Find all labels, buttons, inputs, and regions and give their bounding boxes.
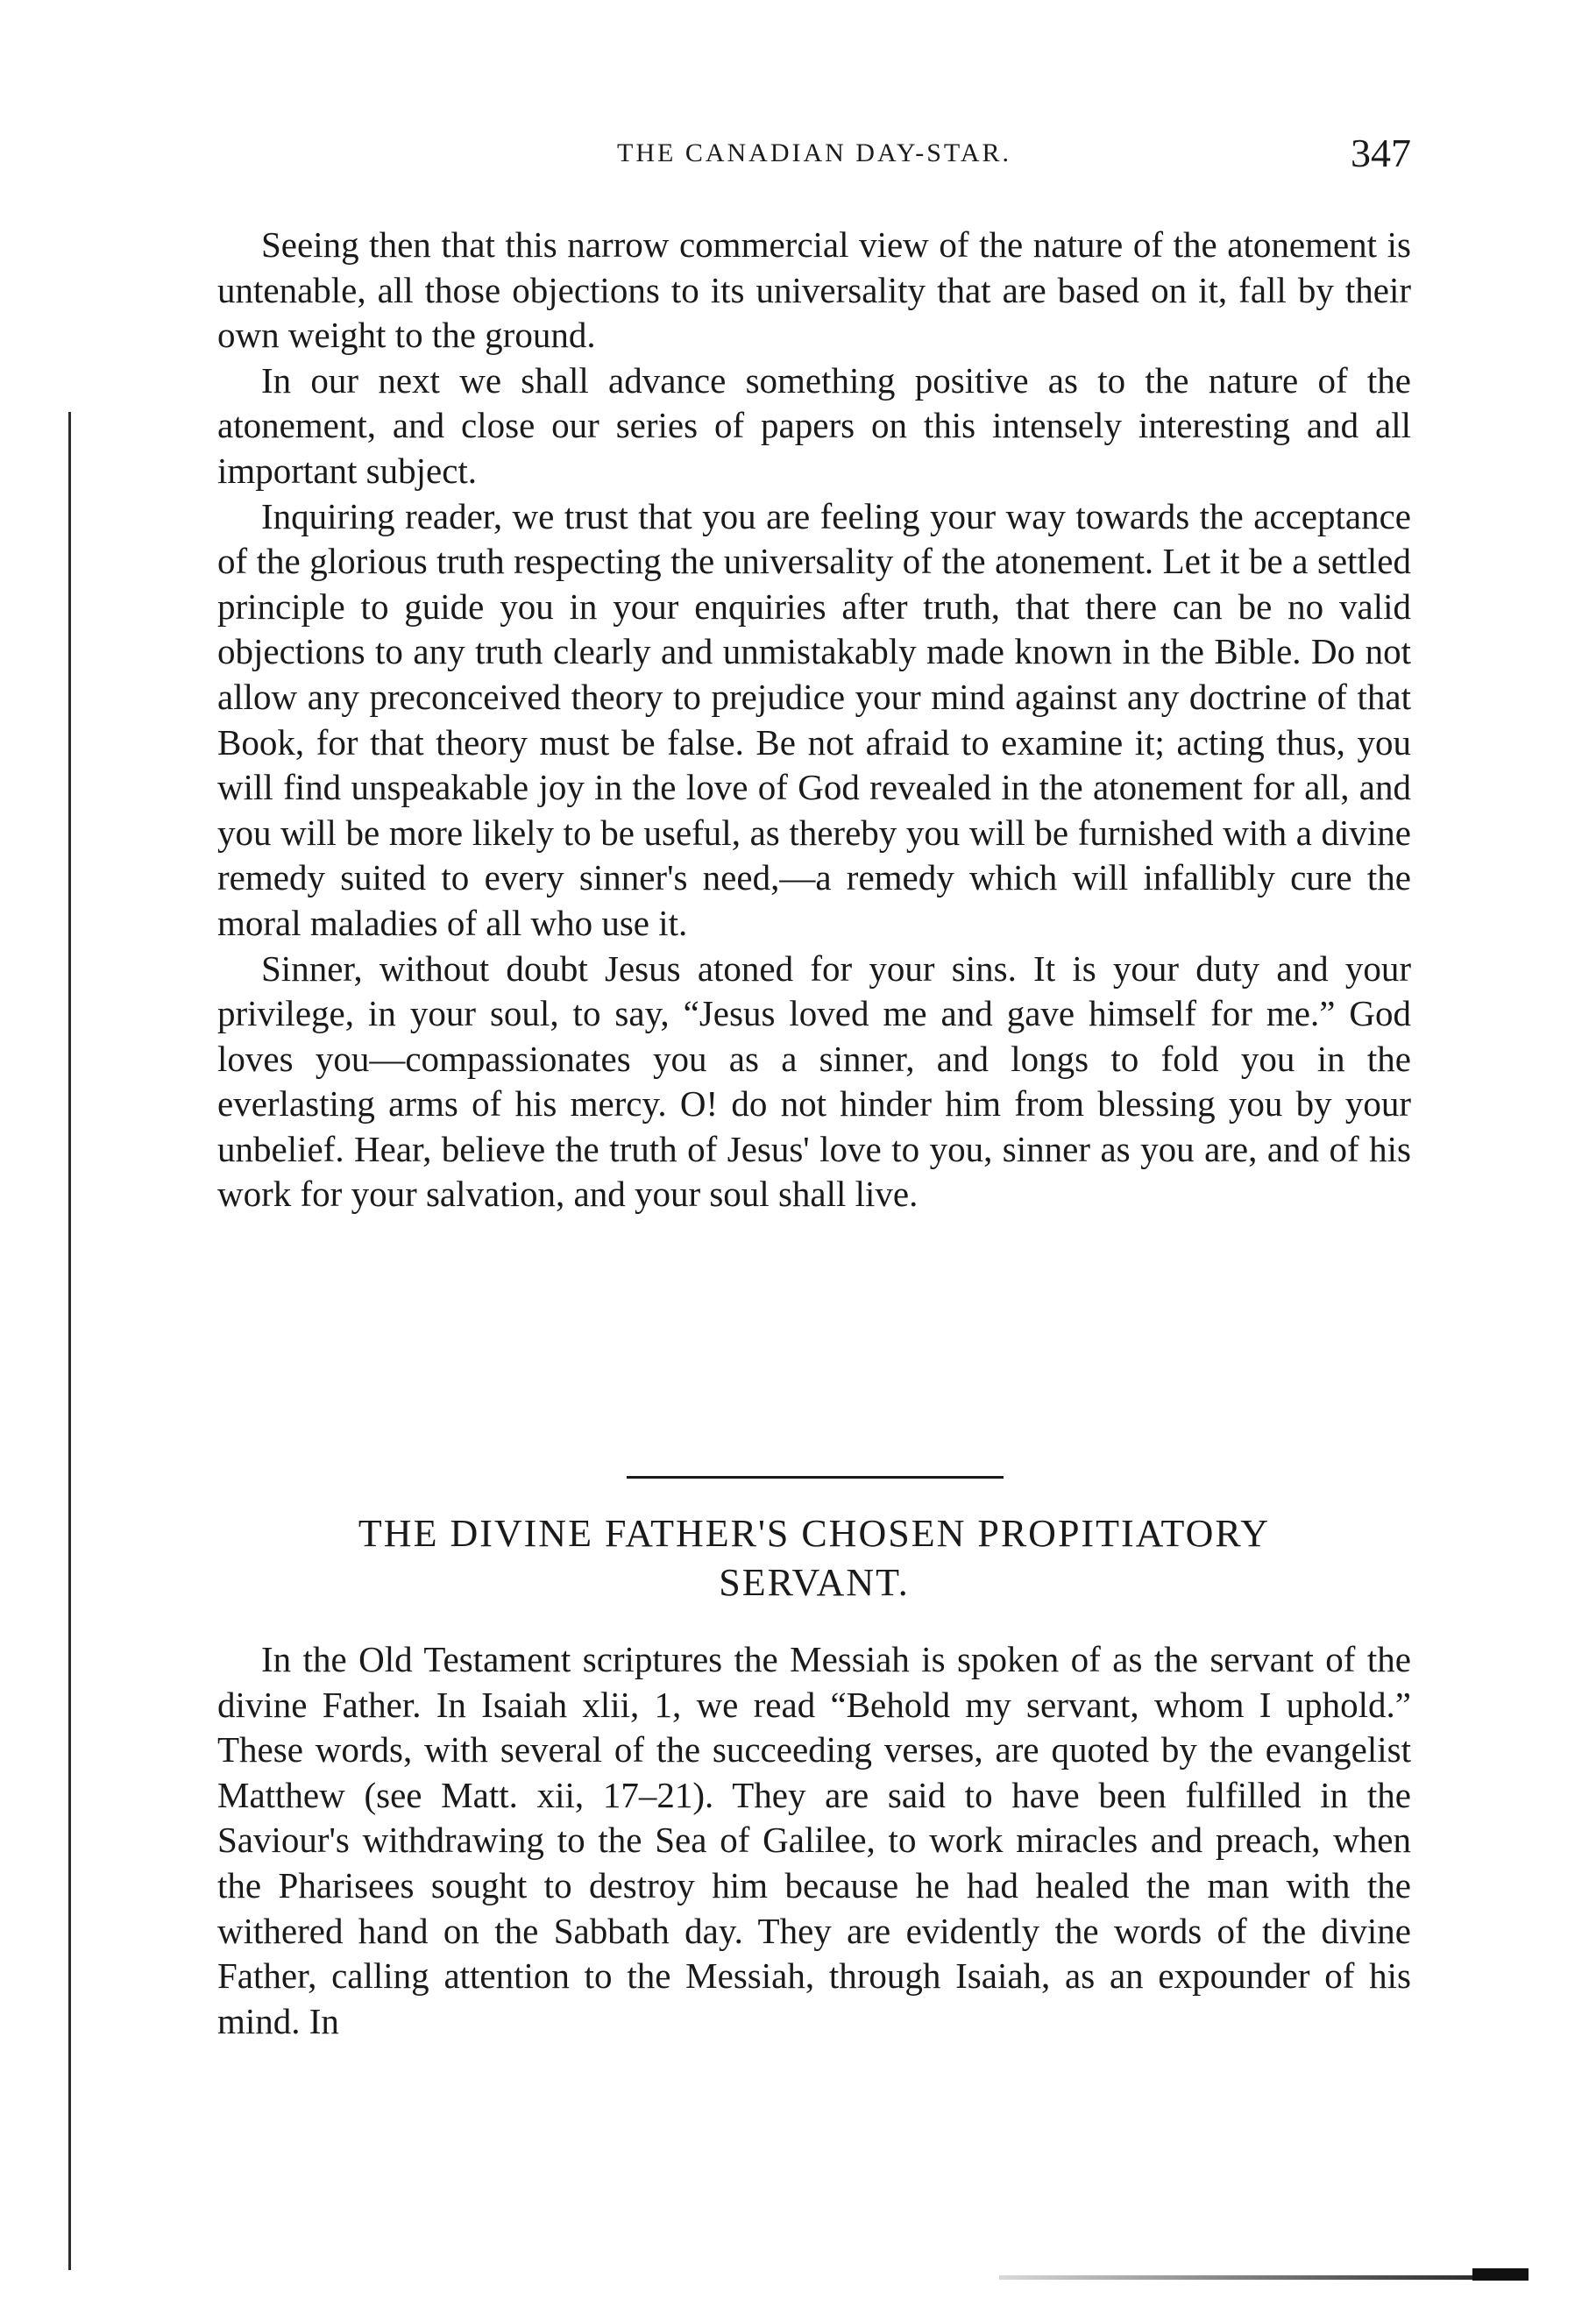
- margin-rule: [68, 412, 71, 2270]
- paragraph: In our next we shall advance something positive as to the nature of the atonement, and close our series of papers on this intensely interesting and all important subject.: [217, 359, 1411, 491]
- page-number: 347: [1351, 131, 1411, 175]
- paragraph: Sinner, without doubt Jesus atoned for your sins. It is your duty and your privilege, in your soul, to say, “Jesus loved me and gave himself for me.” God loves you—compassionates you as a sinner, and longs to fold you in the everlasting arms of his mercy. O! do not hinder him from blessing you by your unbelief. Hear, believe the truth of Jesus' love to you, sinner as you are, and of his work for your salvation, and your soul shall live.: [217, 947, 1411, 1215]
- paragraph: Seeing then that this narrow commercial view of the nature of the atonement is untenable, all those objections to its universality that are based on it, fall by their own weight to the ground.: [217, 224, 1411, 356]
- page-header: [217, 130, 1411, 182]
- footer-rule: [999, 2275, 1525, 2280]
- article-body: [217, 1637, 1411, 2044]
- previous-article-conclusion: [217, 223, 1411, 1217]
- paragraph: Inquiring reader, we trust that you are feeling your way towards the acceptance of the glorious truth respecting the universality of the atonement. Let it be a settled principle to guide you in your enquiries after truth, that there can be no valid objections to any truth clearly and unmistakably made known in the Bible. Do not allow any preconceived theory to prejudice your mind against any doctrine of that Book, for that theory must be false. Be not afraid to examine it; acting thus, you will find unspeakable joy in the love of God revealed in the atonement for all, and you will be more likely to be useful, as thereby you will be furnished with a divine remedy suited to every sinner's need,—a remedy which will infallibly cure the moral maladies of all who use it.: [217, 495, 1411, 943]
- footer-mark: [1472, 2268, 1529, 2281]
- section-divider: [627, 1476, 1004, 1479]
- article-title: [217, 1509, 1411, 1607]
- paragraph: In the Old Testament scriptures the Messiah is spoken of as the servant of the divine Father. In Isaiah xlii, 1, we read “Behold my servant, whom I uphold.” These words, with several of the succeeding verses, are quoted by the evangelist Matthew (see Matt. xii, 17–21). They are said to have been fulfilled in the Saviour's withdrawing to the Sea of Galilee, to work miracles and preach, when the Pharisees sought to destroy him because he had healed the man with the withered hand on the Sabbath day. They are evidently the words of the divine Father, calling attention to the Messiah, through Isaiah, as an expounder of his mind. In: [217, 1639, 1411, 2041]
- running-title: THE CANADIAN DAY-STAR.: [617, 138, 1011, 167]
- article-title-line-2: SERVANT.: [719, 1561, 910, 1604]
- article-title-line-1: THE DIVINE FATHER'S CHOSEN PROPITIATORY: [358, 1512, 1271, 1555]
